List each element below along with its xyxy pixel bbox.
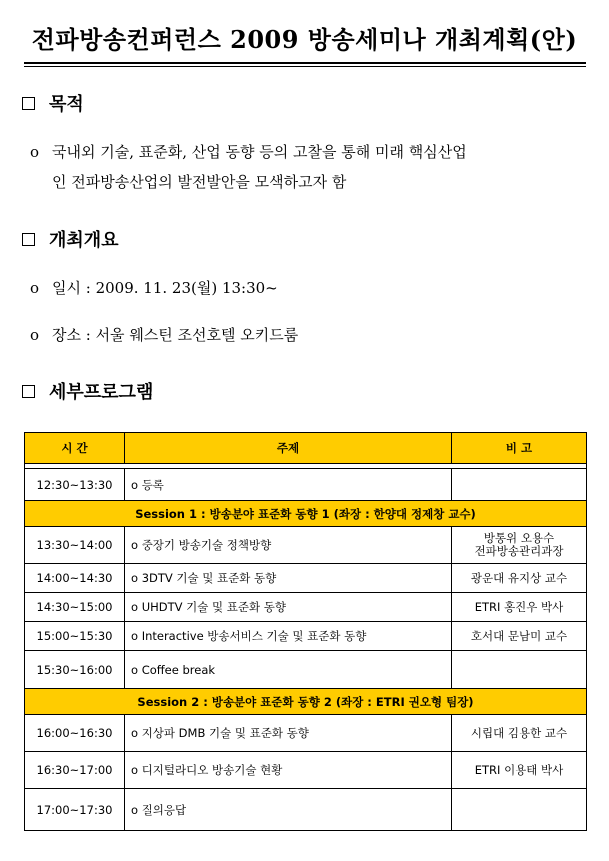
header-topic: 주제 [125,433,452,464]
table-row: 17:00~17:30 o 질의응답 [25,789,587,831]
session-row: Session 2 : 방송분야 표준화 동향 2 (좌장 : ETRI 권오형 팀장) [25,689,587,715]
overview-place: o 장소 : 서울 웨스틴 조선호텔 오키드룸 [30,320,298,350]
checkbox-icon [22,233,35,246]
purpose-line-2: 인 전파방송산업의 발전발안을 모색하고자 함 [52,173,347,191]
section-heading-program [22,380,153,402]
table-row: 16:00~16:30 o 지상파 DMB 기술 및 표준화 동향 시립대 김용한 교수 [25,715,587,752]
table-header-row [25,433,587,464]
overview-date: o 일시 : 2009. 11. 23(월) 13:30~ [30,273,278,303]
section-heading-label: 목적 [49,94,84,115]
session-row: Session 1 : 방송분야 표준화 동향 1 (좌장 : 한양대 정제창 교수) [25,501,587,527]
purpose-line-1: o 국내외 기술, 표준화, 산업 동향 등의 고찰을 통해 미래 핵심산업 [30,137,467,167]
section-heading-overview [22,228,119,250]
table-row: 14:00~14:30 o 3DTV 기술 및 표준화 동향 광운대 유지상 교수 [25,564,587,593]
bullet-marker: o [30,326,40,344]
program-table [24,432,587,831]
table-row: 14:30~15:00 o UHDTV 기술 및 표준화 동향 ETRI 홍진우 박사 [25,593,587,622]
table-row: 13:30~14:00 o 중장기 방송기술 정책방향 방통위 오용수 전파방송관리과장 [25,527,587,564]
table-row: 12:30~13:30 o 등록 [25,469,587,501]
section-heading-label: 개최개요 [49,230,119,251]
bullet-marker: o [30,143,40,161]
page-title: 전파방송컨퍼런스 2009 방송세미나 개최계획(안) [31,25,578,54]
table-row: 15:00~15:30 o Interactive 방송서비스 기술 및 표준화 동향 호서대 문남미 교수 [25,622,587,651]
bullet-marker: o [30,279,40,297]
table-row: 16:30~17:00 o 디지털라디오 방송기술 현황 ETRI 이용태 박사 [25,752,587,789]
header-note: 비 고 [452,433,587,464]
section-heading-label: 세부프로그램 [49,382,154,403]
title-rule [24,62,586,64]
checkbox-icon [22,97,35,110]
table-row: 15:30~16:00 o Coffee break [25,651,587,689]
header-time: 시 간 [25,433,125,464]
checkbox-icon [22,385,35,398]
title-rule-thin [24,66,586,67]
section-heading-purpose [22,92,84,114]
